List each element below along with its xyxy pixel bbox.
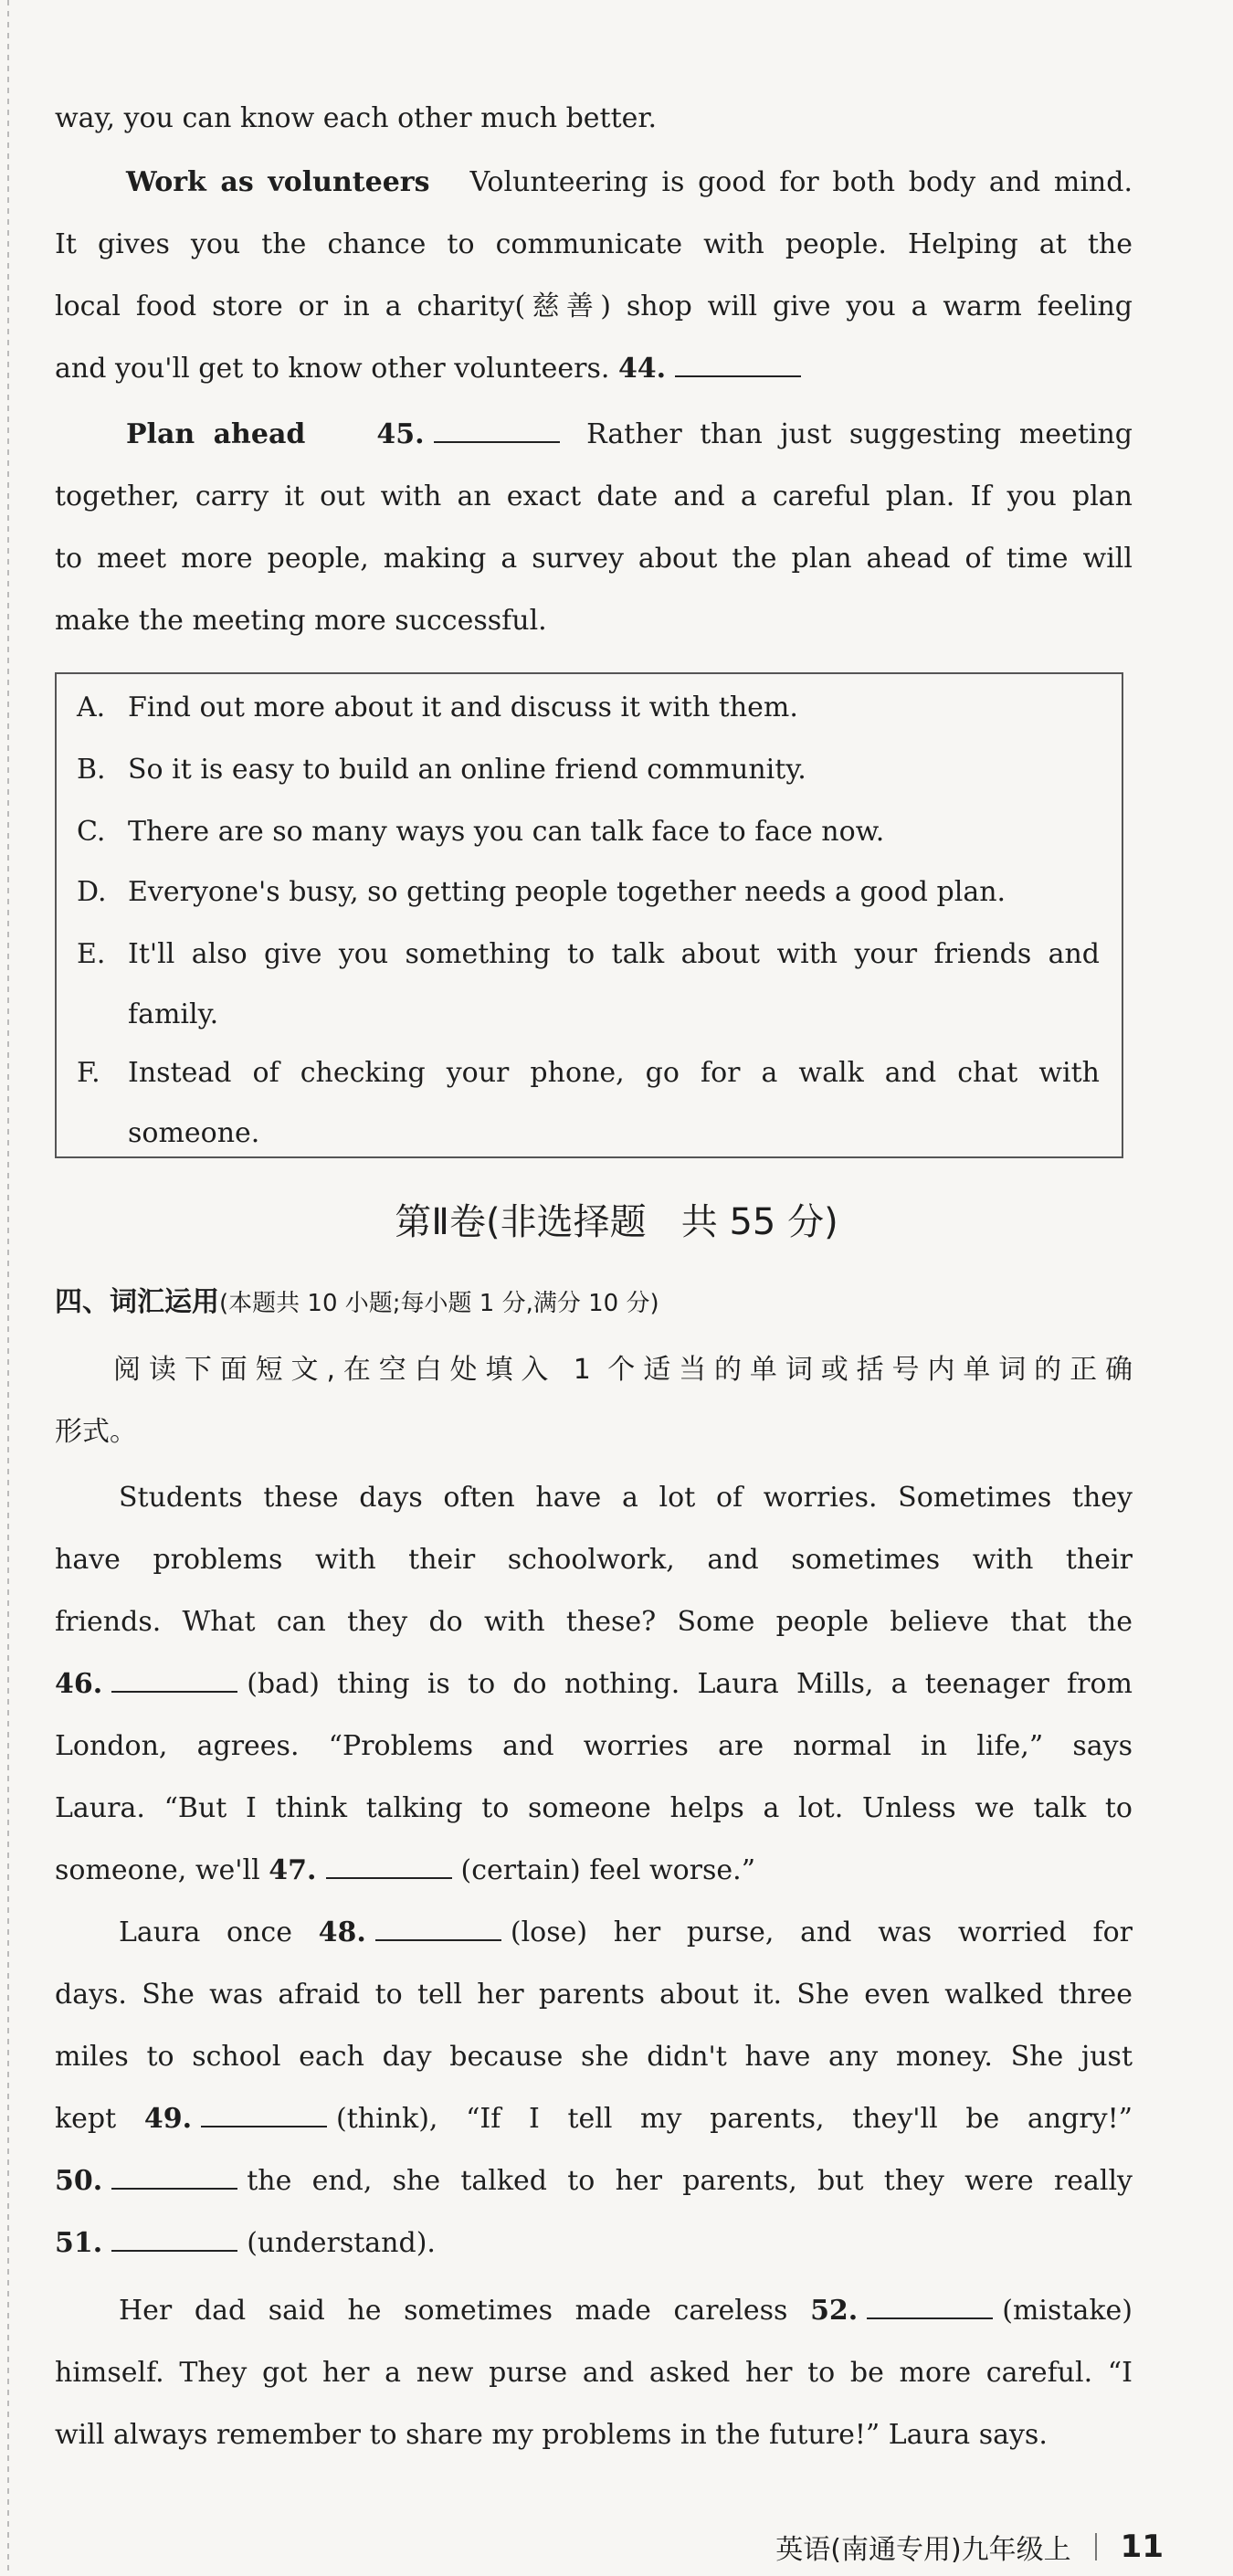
option-b: B. So it is easy to build an online friend community. <box>77 754 806 786</box>
answer-blank-45[interactable] <box>434 419 560 443</box>
question-number-50: 50. <box>55 2165 103 2197</box>
answer-blank-50[interactable] <box>111 2166 237 2190</box>
binding-margin-rule <box>7 0 9 2576</box>
heading-plan-ahead: Plan ahead <box>126 418 306 450</box>
question-number-52: 52. <box>810 2295 859 2327</box>
option-e: E. It'll also give you something to talk about with your friends and family. <box>77 938 1100 1030</box>
heading-volunteers: Work as volunteers <box>126 166 430 198</box>
footer-divider <box>1095 2533 1097 2560</box>
page-number: 11 <box>1120 2528 1164 2565</box>
answer-blank-46[interactable] <box>111 1669 237 1693</box>
section-instructions: 阅读下面短文,在空白处填入 1 个适当的单词或括号内单词的正确 形式。 <box>55 1354 1133 1448</box>
paragraph-continuation: way, you can know each other much better. <box>55 102 657 134</box>
answer-blank-52[interactable] <box>867 2296 993 2319</box>
question-number-49: 49. <box>143 2103 193 2135</box>
section-four-heading: 四、词汇运用(本题共 10 小题;每小题 1 分,满分 10 分) <box>55 1286 659 1318</box>
question-number-51: 51. <box>55 2227 103 2259</box>
paragraph-plan-ahead: Plan ahead 45. Rather than just suggesting meeting together, carry it out with an exact date and a careful plan. If you plan to meet more people, making a survey about the plan ahead of time will make the meeting more successful. <box>55 418 1133 637</box>
passage-paragraph-3: Her dad said he sometimes made careless 52. (mistake) himself. They got her a new purse and asked her to be more careful. “I will always remember to share my problems in the future!” Laura says. <box>55 2295 1133 2451</box>
option-c: C. There are so many ways you can talk face to face now. <box>77 816 885 848</box>
option-f: F. Instead of checking your phone, go for a walk and chat with someone. <box>77 1057 1100 1149</box>
question-number-47: 47. <box>269 1854 317 1886</box>
passage-paragraph-2: Laura once 48. (lose) her purse, and was worried for days. She was afraid to tell her parents about it. She even walked three miles to school each day because she didn't have any money. She just kept 49. (think), “If I tell my parents, they'll be angry!” 50. the end, she talked to her parents, but they were really 51. (understand). <box>55 1916 1133 2259</box>
answer-blank-49[interactable] <box>201 2104 327 2127</box>
answer-blank-47[interactable] <box>326 1855 452 1879</box>
question-number-48: 48. <box>318 1916 366 1948</box>
options-box <box>55 672 1123 1158</box>
answer-blank-48[interactable] <box>375 1917 501 1941</box>
question-number-44: 44. <box>617 353 667 385</box>
answer-blank-44[interactable] <box>675 354 801 377</box>
option-d: D. Everyone's busy, so getting people together needs a good plan. <box>77 876 1006 908</box>
page-footer <box>775 2527 1164 2567</box>
answer-blank-51[interactable] <box>111 2228 237 2252</box>
option-a: A. Find out more about it and discuss it with them. <box>77 692 798 723</box>
paragraph-volunteers: Work as volunteers Volunteering is good for both body and mind. It gives you the chance to communicate with people. Helping at the local food store or in a charity(慈善) shop will give you a warm feeling and you'll get to know other volunteers. 44. <box>55 166 1133 385</box>
part-two-title: 第Ⅱ卷(非选择题 共 55 分) <box>395 1201 838 1243</box>
question-number-45: 45. <box>376 418 425 450</box>
footer-subject: 英语(南通专用)九年级上 <box>775 2534 1071 2566</box>
question-number-46: 46. <box>55 1668 103 1700</box>
passage-paragraph-1: Students these days often have a lot of worries. Sometimes they have problems with their schoolwork, and sometimes with their friends. What can they do with these? Some people believe that the 46. (bad) thing is to do nothing. Laura Mills, a teenager from London, agrees. “Problems and worries are normal in life,” says Laura. “But I think talking to someone helps a lot. Unless we talk to someone, we'll 47. (certain) feel worse.” <box>55 1482 1133 1886</box>
